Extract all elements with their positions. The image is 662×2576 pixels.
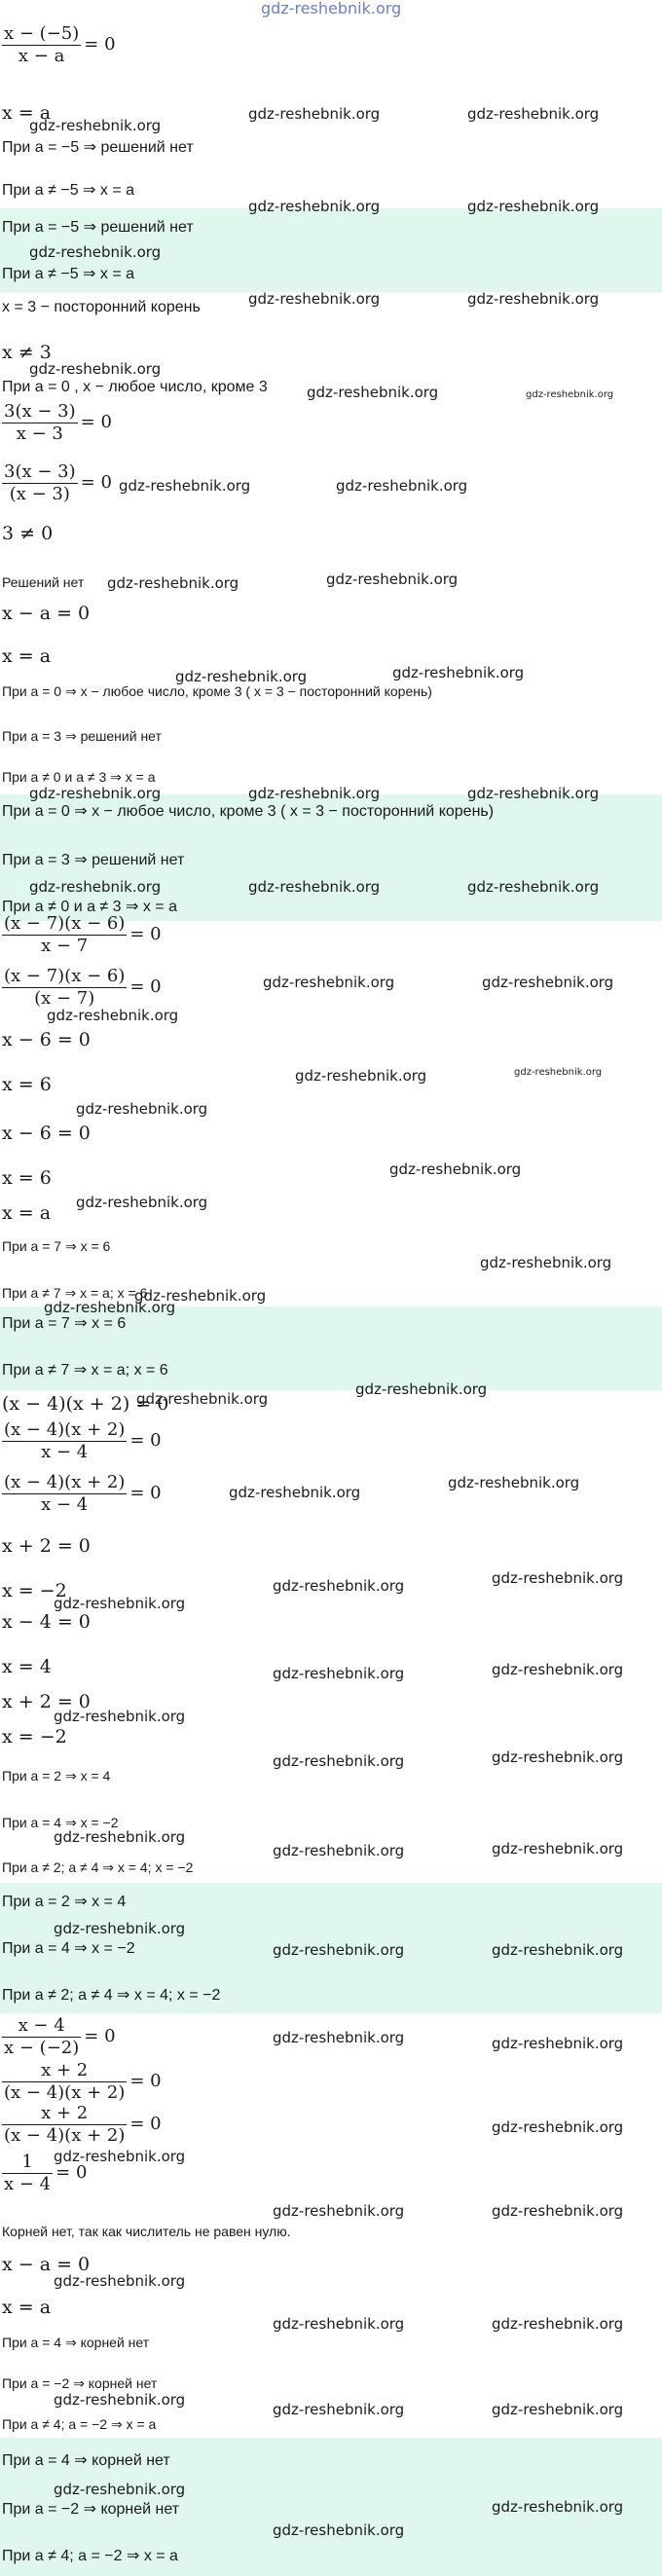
site-watermark: gdz-reshebnik.org xyxy=(54,2148,186,2165)
text-line: При a = 2 ⇒ x = 4 xyxy=(2,1768,111,1784)
math-line: x = −2 xyxy=(2,1726,67,1748)
site-watermark: gdz-reshebnik.org xyxy=(467,290,600,308)
site-watermark: gdz-reshebnik.org xyxy=(107,574,239,592)
site-watermark: gdz-reshebnik.org xyxy=(492,2118,624,2136)
fraction-equation xyxy=(2,966,162,1010)
fraction-equals: = 0 xyxy=(129,1430,162,1451)
site-watermark: gdz-reshebnik.org xyxy=(248,878,381,896)
math-line: x = 4 xyxy=(2,1656,52,1677)
site-watermark: gdz-reshebnik.org xyxy=(54,1920,186,1937)
text-line: x = 3 − посторонний корень xyxy=(2,299,201,315)
fraction-denominator: (x − 3) xyxy=(9,484,70,504)
fraction-denominator: x − (−2) xyxy=(4,2038,80,2058)
fraction-equals: = 0 xyxy=(129,924,162,944)
math-line: x − 6 = 0 xyxy=(2,1029,91,1050)
site-watermark: gdz-reshebnik.org xyxy=(492,1748,624,1766)
fraction-equals: = 0 xyxy=(129,2114,162,2134)
math-line: (x − 4)(x + 2) = 0 xyxy=(2,1393,169,1415)
text-line: При a ≠ 0 и a ≠ 3 ⇒ x = a xyxy=(2,769,156,785)
fraction-equals: = 0 xyxy=(84,34,116,55)
site-watermark: gdz-reshebnik.org xyxy=(273,1665,405,1682)
text-line: При a = 0 ⇒ x − любое число, кроме 3 ( x = 3 − посторонний корень) xyxy=(2,683,432,699)
fraction-numerator: 3(x − 3) xyxy=(4,401,76,422)
site-watermark: gdz-reshebnik.org xyxy=(467,198,600,215)
site-watermark: gdz-reshebnik.org xyxy=(514,1067,603,1078)
fraction-equation xyxy=(2,1472,162,1516)
fraction-denominator: (x − 4)(x + 2) xyxy=(4,2082,126,2103)
answer-line: При a = 3 ⇒ решений нет xyxy=(2,852,185,868)
text-line: При a ≠ −5 ⇒ x = a xyxy=(2,182,135,199)
site-watermark: gdz-reshebnik.org xyxy=(467,785,600,802)
site-watermark: gdz-reshebnik.org xyxy=(295,1067,427,1085)
fraction-equals: = 0 xyxy=(129,1483,162,1503)
text-line: При a = 4 ⇒ x = −2 xyxy=(2,1815,119,1830)
site-watermark: gdz-reshebnik.org xyxy=(44,1299,176,1316)
answer-line: При a ≠ 2; a ≠ 4 ⇒ x = 4; x = −2 xyxy=(2,1987,221,2004)
text-line: Решений нет xyxy=(2,574,85,590)
answer-line: При a ≠ −5 ⇒ x = a xyxy=(2,266,135,282)
site-watermark: gdz-reshebnik.org xyxy=(29,785,162,802)
text-line: При a = 4 ⇒ корней нет xyxy=(2,2335,150,2350)
fraction-numerator: (x − 7)(x − 6) xyxy=(4,966,126,986)
math-line: x = a xyxy=(2,1202,52,1224)
math-line: x = a xyxy=(2,645,52,667)
site-watermark: gdz-reshebnik.org xyxy=(492,2401,624,2418)
text-line: При a = −5 ⇒ решений нет xyxy=(2,139,194,156)
site-watermark: gdz-reshebnik.org xyxy=(273,1842,405,1859)
math-line: x − 4 = 0 xyxy=(2,1611,91,1633)
fraction-equation xyxy=(2,461,112,505)
fraction-numerator: x + 2 xyxy=(2,2103,127,2125)
math-line: x + 2 = 0 xyxy=(2,1535,91,1557)
math-line: x = 6 xyxy=(2,1074,52,1095)
site-watermark: gdz-reshebnik.org xyxy=(76,1194,208,1211)
site-watermark: gdz-reshebnik.org xyxy=(492,2498,624,2516)
math-line: x − a = 0 xyxy=(2,2254,91,2275)
text-line: Корней нет, так как числитель не равен нулю. xyxy=(2,2224,291,2239)
site-watermark: gdz-reshebnik.org xyxy=(467,878,600,896)
site-watermark: gdz-reshebnik.org xyxy=(248,785,381,802)
site-watermark: gdz-reshebnik.org xyxy=(492,2202,624,2220)
fraction-equation xyxy=(2,2015,116,2059)
fraction-equals: = 0 xyxy=(55,2162,88,2183)
fraction-numerator: 3(x − 3) xyxy=(4,461,76,482)
fraction-denominator: x − 4 xyxy=(41,1442,89,1462)
site-watermark: gdz-reshebnik.org xyxy=(47,1007,179,1024)
site-watermark: gdz-reshebnik.org xyxy=(273,2521,405,2539)
site-watermark: gdz-reshebnik.org xyxy=(273,1577,405,1595)
math-line: x = a xyxy=(2,2297,52,2318)
fraction-equation xyxy=(2,1419,162,1463)
site-watermark: gdz-reshebnik.org xyxy=(54,1708,186,1725)
site-watermark: gdz-reshebnik.org xyxy=(492,1569,624,1587)
site-watermark: gdz-reshebnik.org xyxy=(29,360,162,378)
math-line: x = −2 xyxy=(2,1580,67,1601)
fraction-denominator: x − a xyxy=(18,46,65,66)
fraction-numerator: (x − 7)(x − 6) xyxy=(4,913,126,934)
answer-line: При a = 7 ⇒ x = 6 xyxy=(2,1315,127,1332)
text-line: При a ≠ 2; a ≠ 4 ⇒ x = 4; x = −2 xyxy=(2,1859,194,1875)
answer-line: При a ≠ 7 ⇒ x = a; x = 6 xyxy=(2,1362,168,1379)
site-watermark: gdz-reshebnik.org xyxy=(480,1254,612,1271)
site-watermark: gdz-reshebnik.org xyxy=(54,2391,186,2409)
site-watermark: gdz-reshebnik.org xyxy=(389,1160,522,1178)
fraction-denominator: x − 3 xyxy=(16,423,63,444)
answer-line: При a = 4 ⇒ корней нет xyxy=(2,2452,170,2469)
site-watermark: gdz-reshebnik.org xyxy=(29,243,162,261)
fraction-denominator: (x − 4)(x + 2) xyxy=(4,2125,126,2146)
fraction-numerator: (x − 4)(x + 2) xyxy=(4,1419,126,1440)
site-watermark: gdz-reshebnik.org xyxy=(54,2481,186,2498)
fraction-numerator: (x − 4)(x + 2) xyxy=(4,1472,126,1492)
site-watermark: gdz-reshebnik.org xyxy=(492,1840,624,1858)
site-watermark: gdz-reshebnik.org xyxy=(29,117,162,134)
math-line: x = a xyxy=(2,102,52,124)
site-watermark: gdz-reshebnik.org xyxy=(492,2315,624,2333)
site-watermark: gdz-reshebnik.org xyxy=(175,668,308,685)
answer-line: При a = 4 ⇒ x = −2 xyxy=(2,1940,135,1957)
site-watermark: gdz-reshebnik.org xyxy=(273,2029,405,2046)
text-line: При a = −2 ⇒ корней нет xyxy=(2,2375,158,2391)
site-watermark: gdz-reshebnik.org xyxy=(54,2272,186,2290)
fraction-numerator: x + 2 xyxy=(2,2060,127,2082)
site-watermark: gdz-reshebnik.org xyxy=(29,878,162,896)
site-watermark: gdz-reshebnik.org xyxy=(492,1661,624,1678)
site-watermark: gdz-reshebnik.org xyxy=(54,1595,186,1612)
fraction-numerator: x − (−5) xyxy=(4,23,80,44)
site-watermark: gdz-reshebnik.org xyxy=(119,477,251,495)
fraction-equation xyxy=(2,401,112,445)
fraction-equals: = 0 xyxy=(129,976,162,997)
answer-line: При a ≠ 0 и a ≠ 3 ⇒ x = a xyxy=(2,899,177,915)
fraction-denominator: (x − 7) xyxy=(34,988,95,1009)
answer-line: При a = 0 ⇒ x − любое число, кроме 3 ( x = 3 − посторонний корень) xyxy=(2,803,495,820)
fraction-equals: = 0 xyxy=(80,412,112,432)
site-watermark: gdz-reshebnik.org xyxy=(134,1287,267,1305)
fraction-equation xyxy=(2,2152,88,2195)
site-watermark: gdz-reshebnik.org xyxy=(263,974,395,991)
site-watermark: gdz-reshebnik.org xyxy=(273,2401,405,2418)
fraction-equation xyxy=(2,23,116,67)
fraction-equation xyxy=(2,913,162,957)
site-watermark: gdz-reshebnik.org xyxy=(273,2315,405,2333)
text-line: При a = 3 ⇒ решений нет xyxy=(2,728,162,744)
answer-line: При a = 2 ⇒ x = 4 xyxy=(2,1894,127,1910)
math-line: x = 6 xyxy=(2,1167,52,1189)
site-watermark: gdz-reshebnik.org xyxy=(326,570,459,588)
fraction-numerator: 1 xyxy=(2,2152,53,2174)
text-line: При a = 7 ⇒ x = 6 xyxy=(2,1238,111,1254)
site-watermark: gdz-reshebnik.org xyxy=(248,105,381,123)
site-watermark: gdz-reshebnik.org xyxy=(492,2035,624,2052)
site-watermark: gdz-reshebnik.org xyxy=(136,1390,269,1408)
site-watermark: gdz-reshebnik.org xyxy=(336,477,468,495)
fraction-equation xyxy=(2,2060,162,2104)
site-watermark: gdz-reshebnik.org xyxy=(248,198,381,215)
fraction-equals: = 0 xyxy=(84,2026,116,2046)
site-header-watermark[interactable]: gdz-reshebnik.org xyxy=(261,0,402,18)
fraction-numerator: x − 4 xyxy=(2,2015,81,2038)
fraction-denominator: x − 4 xyxy=(41,1494,89,1515)
site-watermark: gdz-reshebnik.org xyxy=(229,1484,361,1501)
site-watermark: gdz-reshebnik.org xyxy=(355,1380,488,1398)
math-line: x − 6 = 0 xyxy=(2,1122,91,1144)
site-watermark: gdz-reshebnik.org xyxy=(273,2202,405,2220)
site-watermark: gdz-reshebnik.org xyxy=(492,1941,624,1959)
site-watermark: gdz-reshebnik.org xyxy=(482,974,614,991)
site-watermark: gdz-reshebnik.org xyxy=(467,105,600,123)
math-line: x − a = 0 xyxy=(2,603,91,624)
text-line: При a ≠ 4; a = −2 ⇒ x = a xyxy=(2,2416,157,2432)
site-watermark: gdz-reshebnik.org xyxy=(248,290,381,308)
site-watermark: gdz-reshebnik.org xyxy=(392,664,525,681)
fraction-equals: = 0 xyxy=(80,472,112,493)
math-line: x + 2 = 0 xyxy=(2,1691,91,1712)
site-watermark: gdz-reshebnik.org xyxy=(273,1941,405,1959)
fraction-equals: = 0 xyxy=(129,2071,162,2091)
answer-line: При a = −2 ⇒ корней нет xyxy=(2,2501,180,2518)
site-watermark: gdz-reshebnik.org xyxy=(273,1752,405,1770)
math-line: 3 ≠ 0 xyxy=(2,523,54,544)
site-watermark: gdz-reshebnik.org xyxy=(76,1100,208,1118)
math-line: x ≠ 3 xyxy=(2,342,52,363)
fraction-equation xyxy=(2,2103,162,2147)
site-watermark: gdz-reshebnik.org xyxy=(307,384,439,401)
answer-line: При a ≠ 4; a = −2 ⇒ x = a xyxy=(2,2548,178,2564)
text-line: При a ≠ 7 ⇒ x = a; x = 6 xyxy=(2,1285,148,1301)
fraction-denominator: x − 7 xyxy=(41,936,89,956)
site-watermark: gdz-reshebnik.org xyxy=(526,389,614,400)
site-watermark: gdz-reshebnik.org xyxy=(448,1474,580,1491)
answer-line: При a = −5 ⇒ решений нет xyxy=(2,219,194,236)
fraction-denominator: x − 4 xyxy=(4,2174,52,2194)
site-watermark: gdz-reshebnik.org xyxy=(54,1828,186,1846)
text-line: При a = 0 , x − любое число, кроме 3 xyxy=(2,379,268,395)
